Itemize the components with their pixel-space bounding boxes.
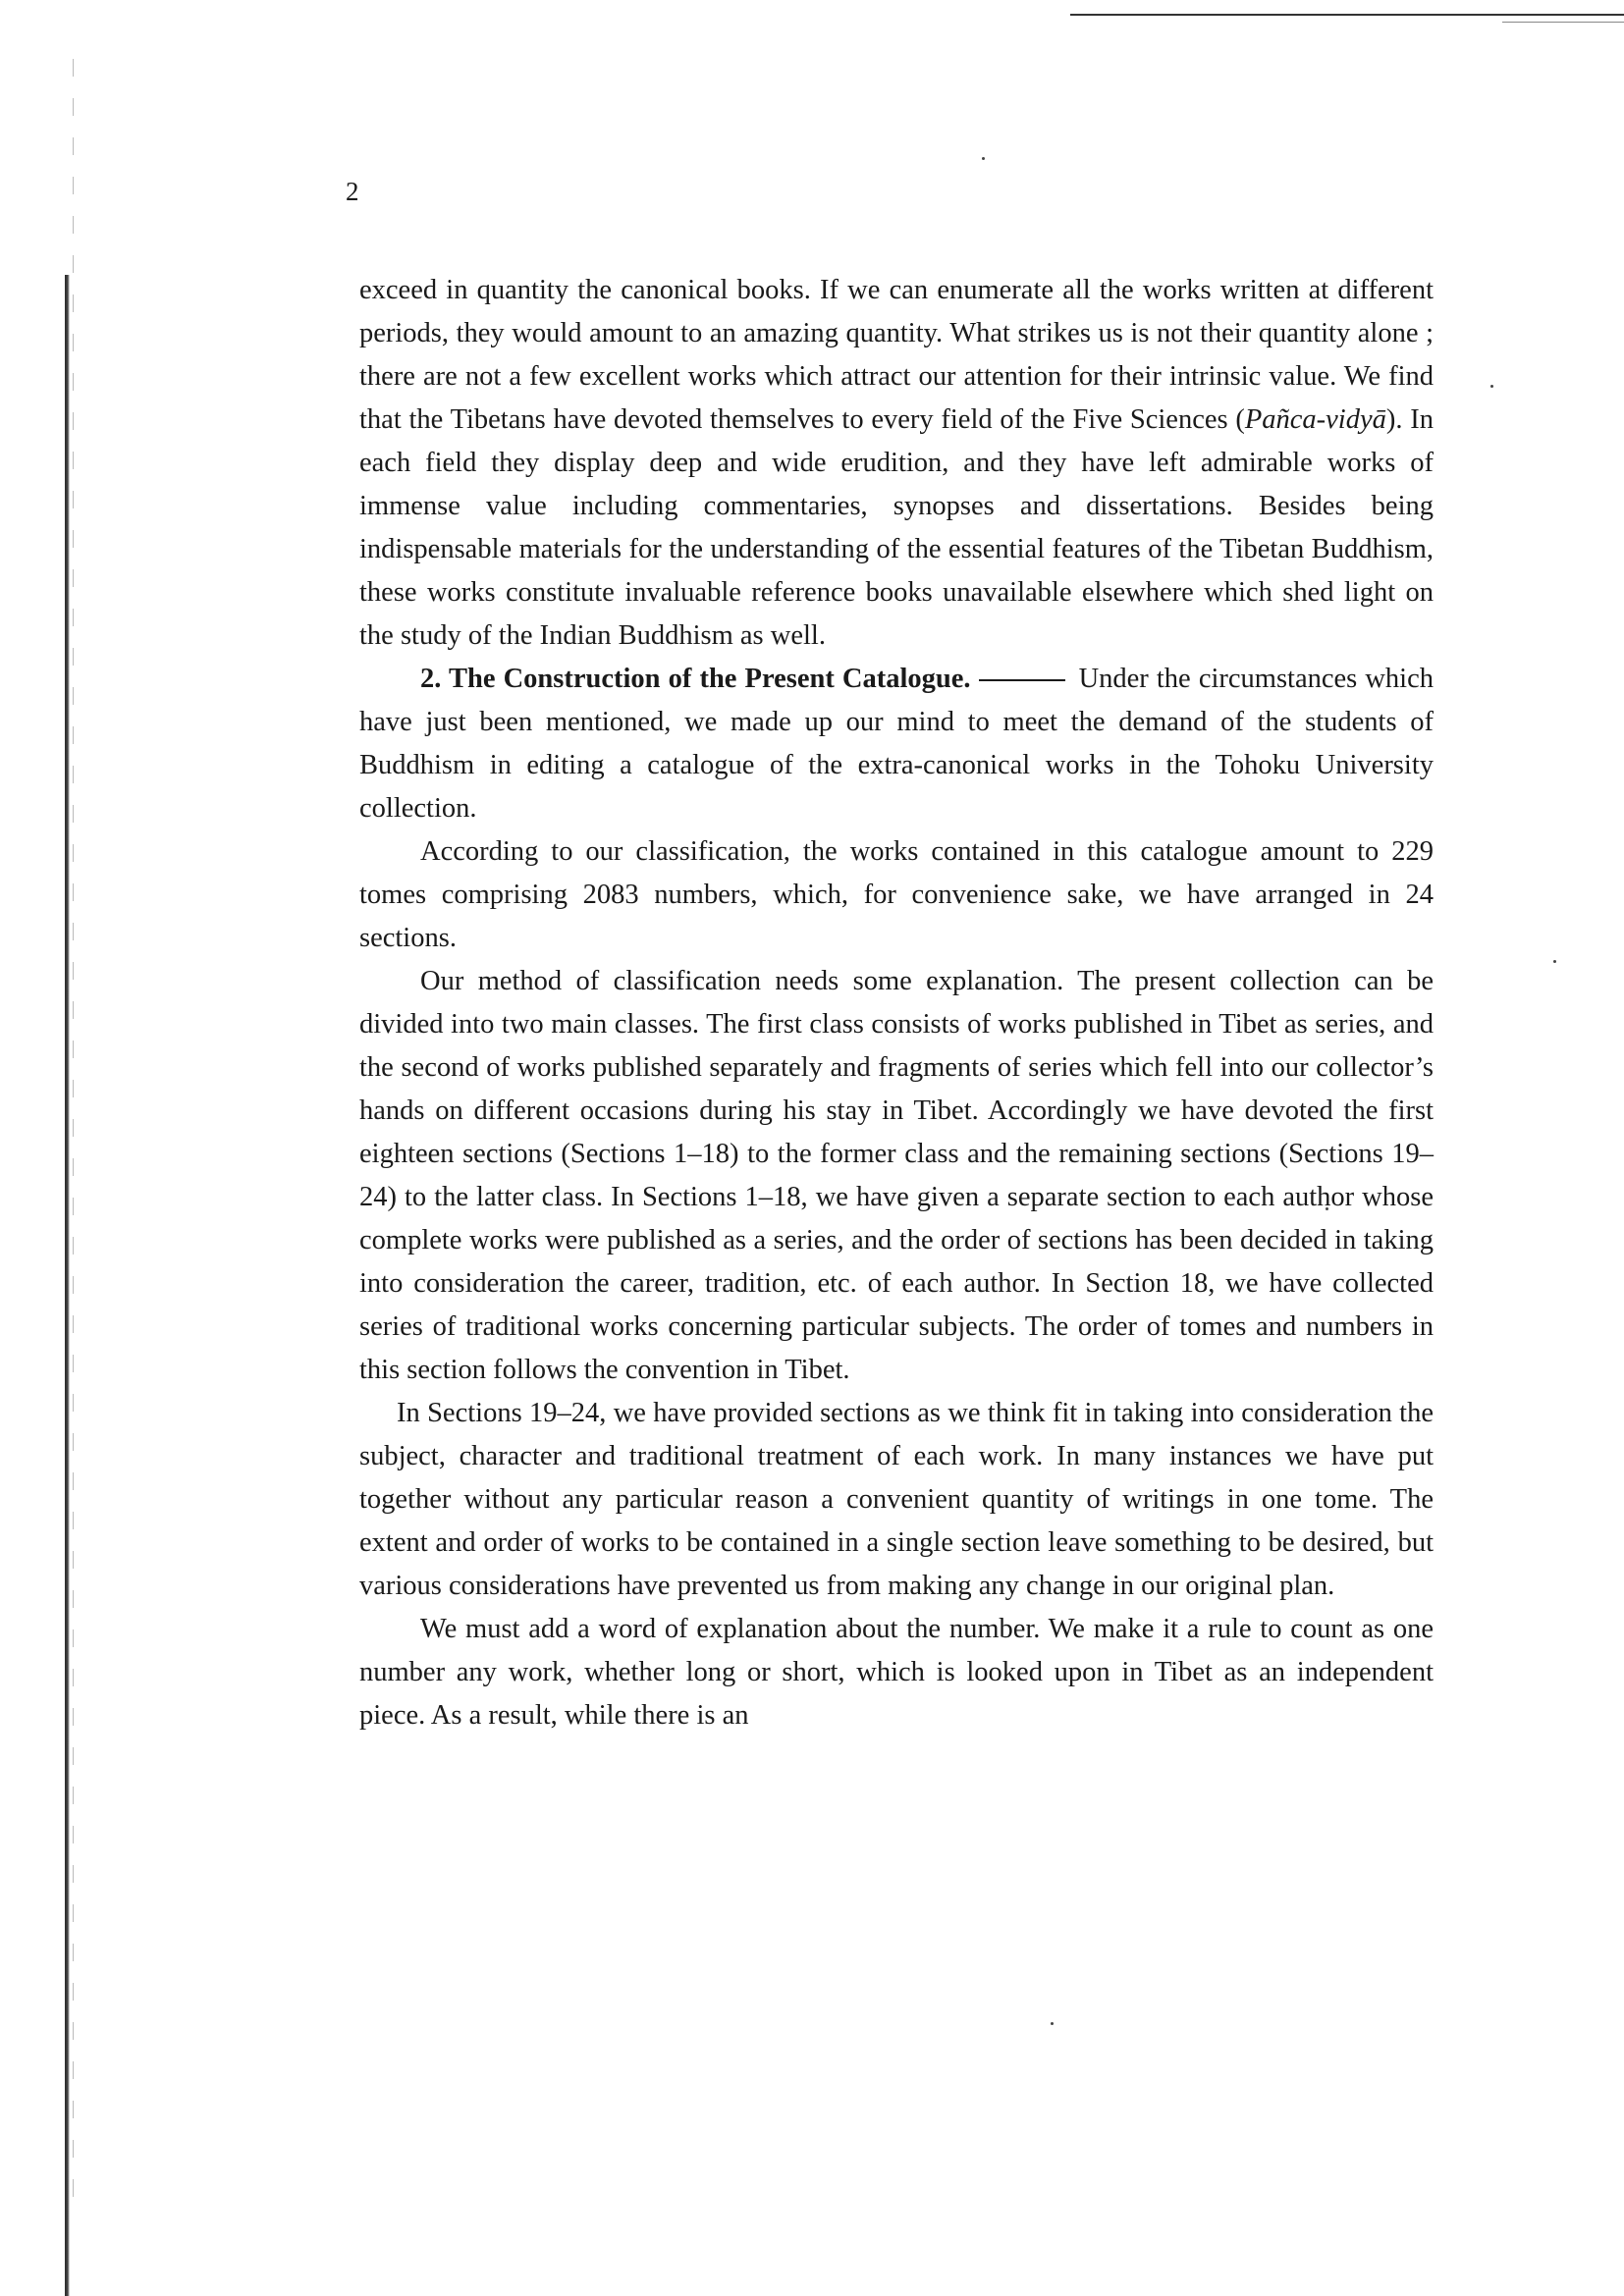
section-heading: 2. The Construction of the Present Catalogue. — [420, 664, 971, 694]
paragraph-classification: According to our classification, the works contained in this catalogue amount to 229 tomes comprising 2083 numbers, which, for convenience sake, we have arranged in 24 sections. — [359, 836, 1434, 953]
paragraph-section-2 — [359, 658, 1434, 830]
paragraph-method: Our method of classification needs some explanation. The present collection can be divided into two main classes. The first class consists of works published in Tibet as series, and the second of works published separately and fragments of series which fell into our collector’s hands on different occasions during his stay in Tibet. Accordingly we have devoted the first eighteen sections (Sections 1–18) to the former class and the remaining sections (Sections 19–24) to the latter class. In Sections 1–18, we have given a separate section to each author whose complete works were published as a series, and the order of sections has been decided in taking into consideration the career, tradition, etc. of each author. In Section 18, we have collected series of traditional works concerning particular subjects. The order of tomes and numbers in this section follows the convention in Tibet. — [359, 966, 1434, 1385]
paragraph-text: ). In each field they display deep and wide erudition, and they have left admirable works of immense value including commentaries, synopses and dissertations. Besides being indispensable materials for the understanding of the essential features of the Tibetan Buddhism, these works constitute invaluable reference books unavailable elsewhere which shed light on the study of the Indian Buddhism as well. — [359, 404, 1435, 651]
scan-top-rule-faint — [1502, 22, 1624, 23]
paragraph-number-explanation: We must add a word of explanation about the number. We make it a rule to count as one number any work, whether long or short, which is looked upon in Tibet as an independent piece. As a result, while there is an — [359, 1614, 1434, 1731]
scan-speck — [1553, 960, 1556, 963]
em-dash-rule — [979, 679, 1065, 681]
scan-speck — [982, 157, 985, 160]
binding-edge-shadow — [65, 275, 70, 2296]
paragraph-sections-19-24: In Sections 19–24, we have provided sections as we think fit in taking into consideration the subject, character and traditional treatment of each work. In many instances we have put together without any particular reason a convenient quantity of writings in one tome. The extent and order of works to be contained in a single section leave something to be desired, but various considerations have prevented us from making any change in our original plan. — [359, 1398, 1434, 1601]
paragraph-text: exceed in quantity the canonical books. If we can enumerate all the works written at different periods, they would amount to an amazing quantity. What strikes us is not their quantity alone ; there are not a few excellent works which attract our attention for their intrinsic value. We find that the Tibetans have devoted themselves to every field of the Five Sciences ( — [359, 275, 1434, 435]
paragraph-text: Under the circumstances which have just been mentioned, we made up our mind to meet the demand of the students of Buddhism in editing a catalogue of the extra-canonical works in the Tohoku University collection. — [359, 664, 1434, 824]
scan-top-rule — [1070, 14, 1624, 16]
scan-speck — [1051, 2022, 1054, 2025]
paragraph-continuation — [359, 269, 1434, 658]
body-text — [359, 269, 1434, 1737]
scan-speck — [1490, 385, 1493, 388]
emphasized-term: Pañca-vidyā — [1244, 404, 1386, 435]
page-number: 2 — [346, 177, 359, 206]
binding-edge-marks — [73, 59, 74, 2218]
